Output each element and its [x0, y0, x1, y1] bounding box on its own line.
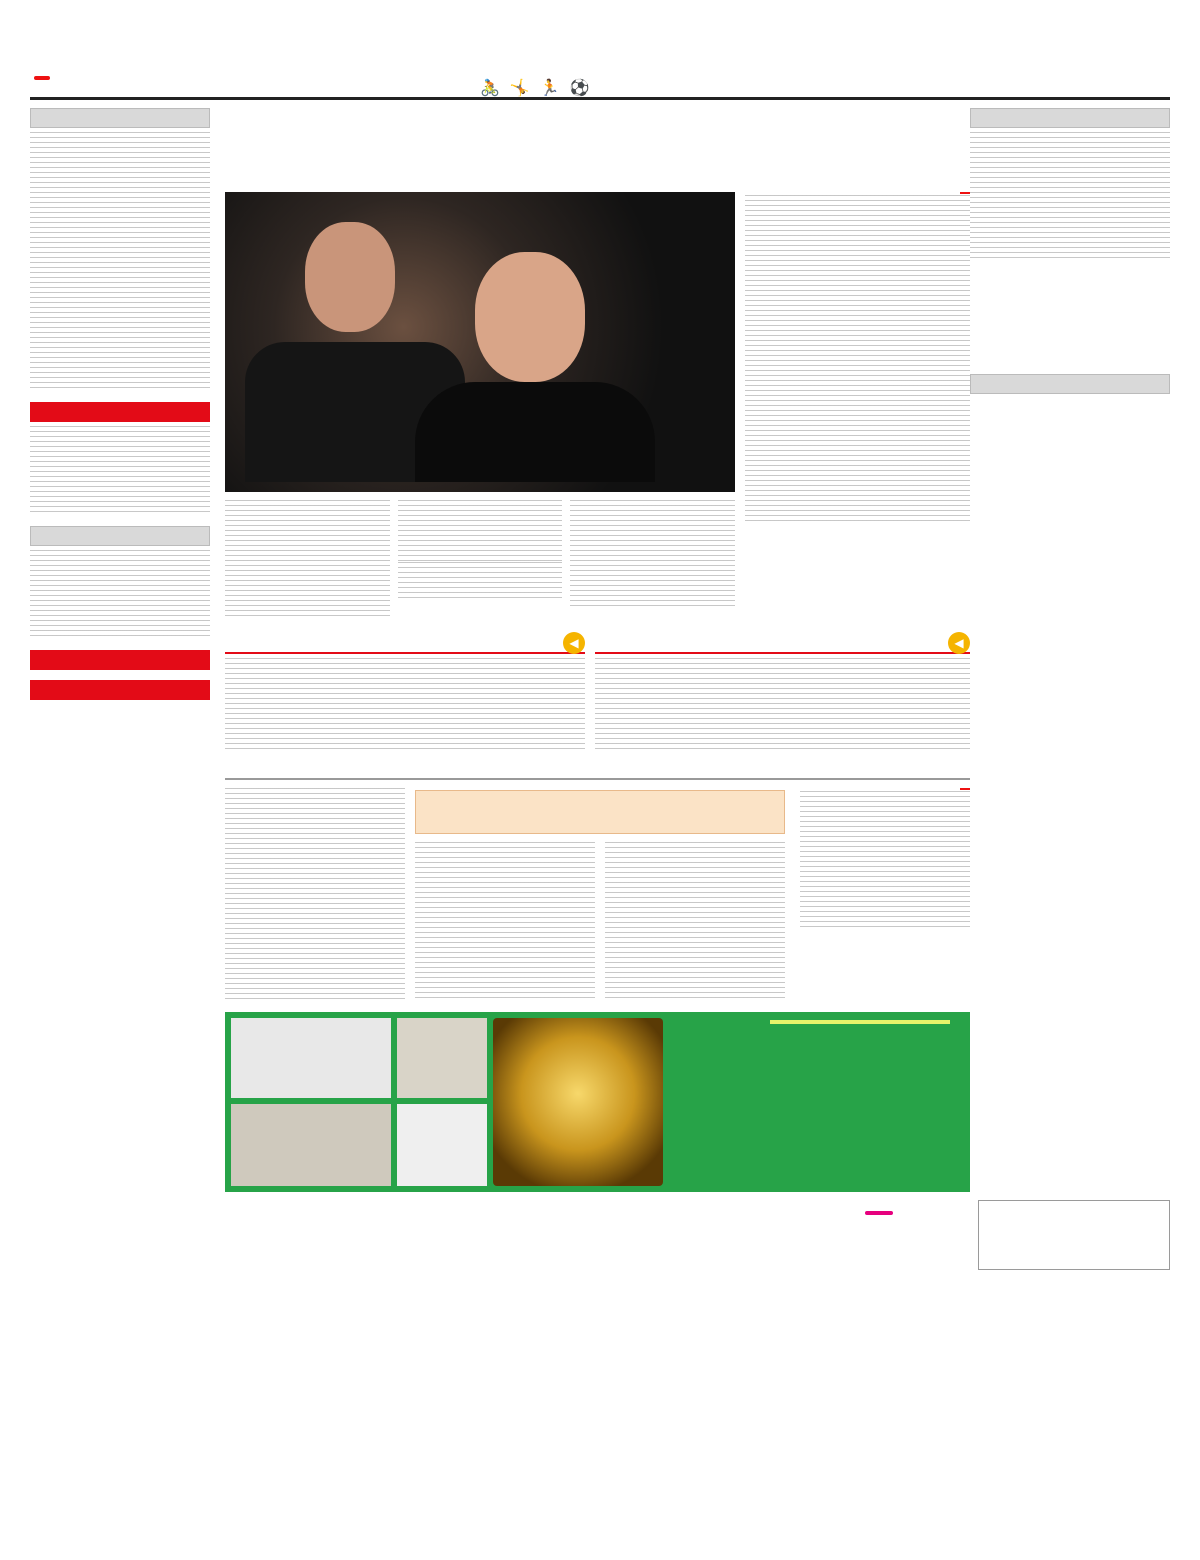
- sport-icons: ⚽🏃🤸🚴: [480, 78, 600, 97]
- golden-ball-photo: [493, 1018, 663, 1186]
- main-story-lower: [225, 500, 735, 625]
- boots-photo: [231, 1018, 391, 1098]
- section-label: [970, 108, 1170, 128]
- green-light-headline: ◀: [225, 632, 585, 654]
- rooney-story: [225, 778, 970, 1010]
- main-story-column: [745, 192, 970, 525]
- classified-ads: [30, 1270, 1170, 1510]
- photo-report: [225, 1012, 970, 1192]
- criticism-headline: ◀: [595, 632, 970, 654]
- sooje-section: [970, 108, 1170, 262]
- section-label: [30, 108, 210, 128]
- page-header: [30, 74, 1170, 100]
- ad-right-top: [978, 1200, 1170, 1270]
- source-badge: [960, 192, 970, 194]
- classified-ads-top: [30, 1200, 780, 1270]
- green-light-story: [225, 632, 585, 753]
- shoe-photo: [397, 1104, 487, 1186]
- vijeh-body-continued: [30, 426, 210, 516]
- source-badge: [960, 788, 970, 790]
- coaches-photo: [225, 192, 735, 492]
- transfers-section: [970, 374, 1170, 394]
- section-label: [970, 374, 1170, 394]
- rooney-head-box: [415, 790, 785, 834]
- trophies-photo: [231, 1104, 391, 1186]
- section-label: [30, 402, 210, 422]
- logo: [34, 76, 50, 80]
- khabar-body-continued: [30, 550, 210, 640]
- section-label: [30, 680, 210, 700]
- rooney-lede: [800, 788, 970, 931]
- photo-report-badge: [770, 1020, 950, 1024]
- promo-box: [790, 1200, 968, 1270]
- section-label: [30, 650, 210, 670]
- section-label: [30, 526, 210, 546]
- messi-photo: [397, 1018, 487, 1098]
- left-column: [30, 108, 210, 700]
- criticism-story: [595, 632, 970, 753]
- report-body-continued: [30, 132, 210, 392]
- sooje-body-continued: [970, 132, 1170, 262]
- promo-number: [865, 1211, 893, 1215]
